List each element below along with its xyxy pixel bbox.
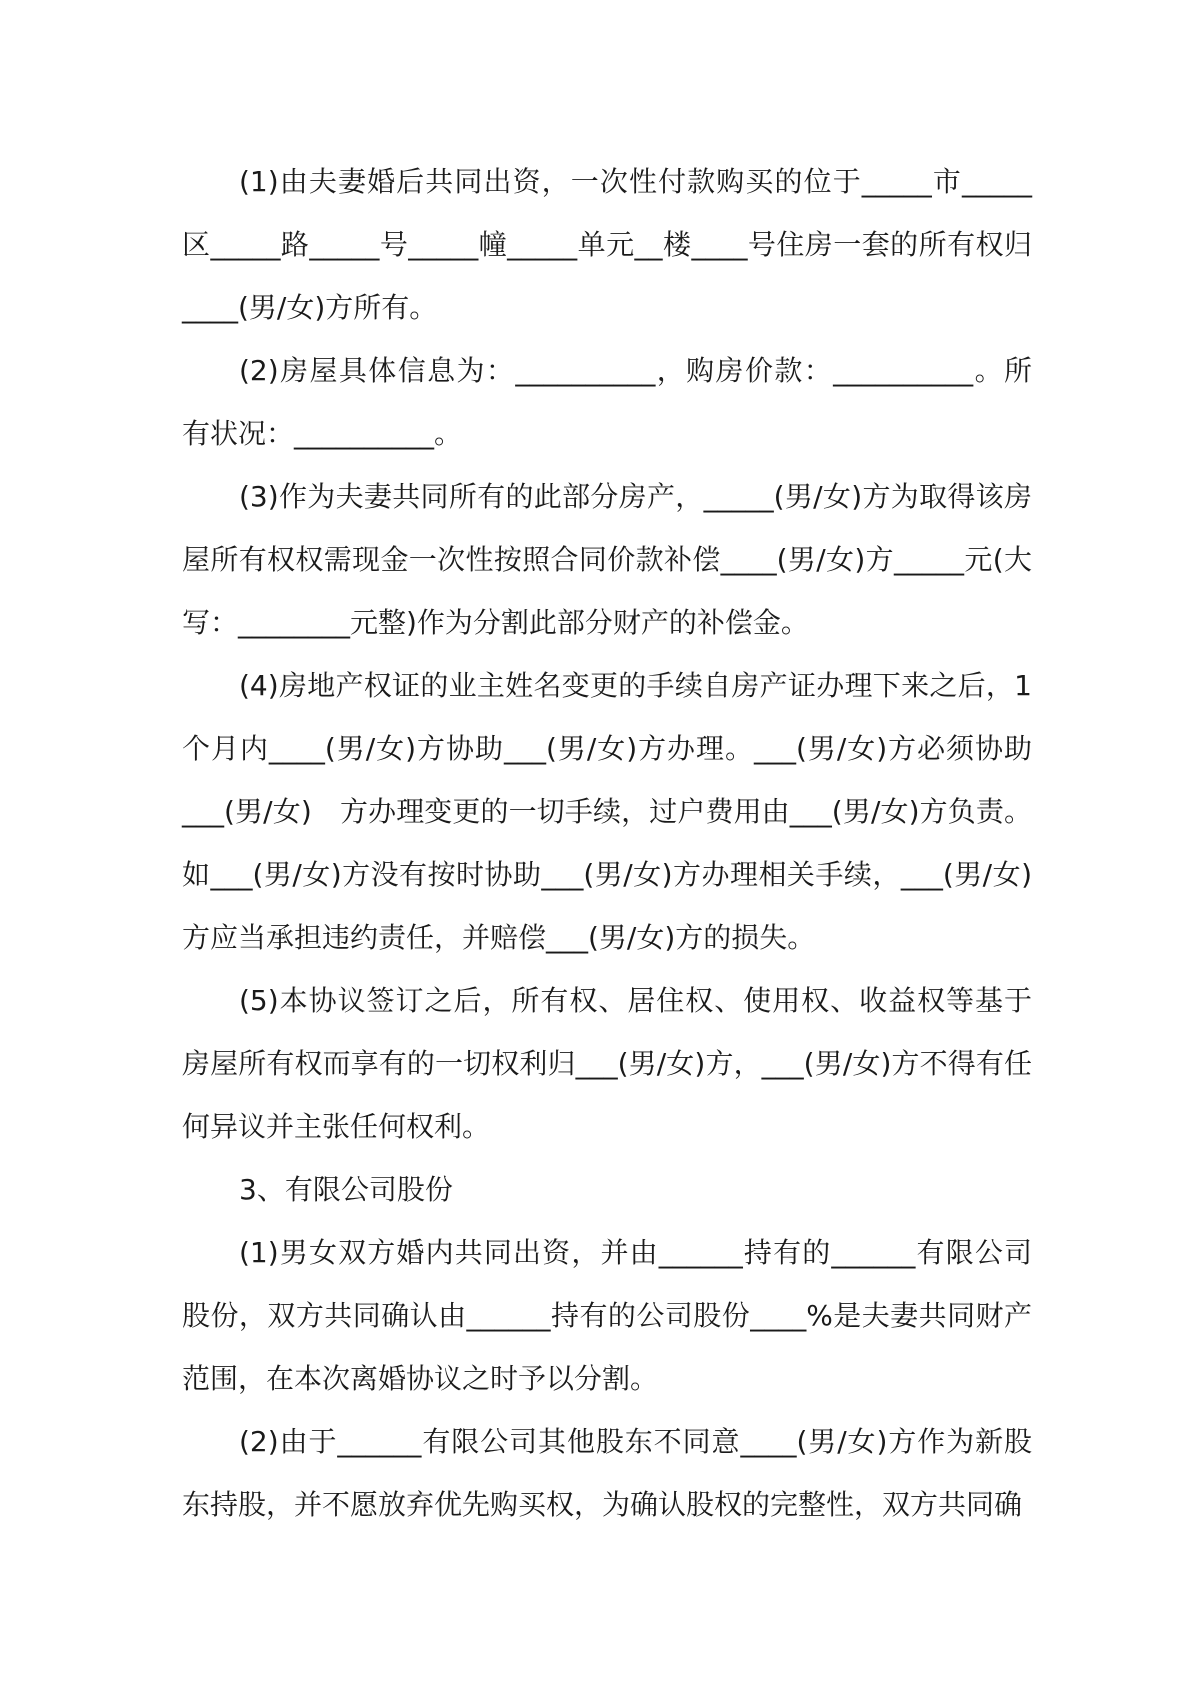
section-heading-company-shares: 3、有限公司股份: [239, 1173, 453, 1206]
paragraph-shareholder-objection: (2)由于______有限公司其他股东不同意____(男/女)方作为新股东持股，并不愿放弃优先购买权，为确认股权的完整性，双方共同确: [182, 1425, 1032, 1521]
paragraph-rights-after-signing: (5)本协议签订之后，所有权、居住权、使用权、收益权等基于房屋所有权而享有的一切权利归___(男/女)方，___(男/女)方不得有任何异议并主张任何权利。: [182, 984, 1032, 1143]
paragraph-house-ownership: (1)由夫妻婚后共同出资，一次性付款购买的位于_____市_____区_____路_____号_____幢_____单元__楼____号住房一套的所有权归____(男/女)方所有。: [182, 165, 1032, 324]
paragraph-title-transfer: (4)房地产权证的业主姓名变更的手续自房产证办理下来之后，1个月内____(男/女)方协助___(男/女)方办理。___(男/女)方必须协助___(男/女) 方办理变更的一切手续，过户费用由___(男/女)方负责。如___(男/女)方没有按时协助___(男/女)方办理相关手续，___(男/女)方应当承担违约责任，并赔偿___(男/女)方的损失。: [182, 669, 1032, 954]
paragraph-shares-joint-property: (1)男女双方婚内共同出资，并由______持有的______有限公司股份，双方共同确认由______持有的公司股份____%是夫妻共同财产范围，在本次离婚协议之时予以分割。: [182, 1236, 1032, 1395]
paragraph-house-compensation: (3)作为夫妻共同所有的此部分房产，_____(男/女)方为取得该房屋所有权权需现金一次性按照合同价款补偿____(男/女)方_____元(大写：________元整)作为分割此部分财产的补偿金。: [182, 480, 1032, 639]
paragraph-house-info: (2)房屋具体信息为：__________，购房价款：__________。所有状况：__________。: [182, 354, 1032, 450]
document-body: [182, 150, 1032, 1536]
